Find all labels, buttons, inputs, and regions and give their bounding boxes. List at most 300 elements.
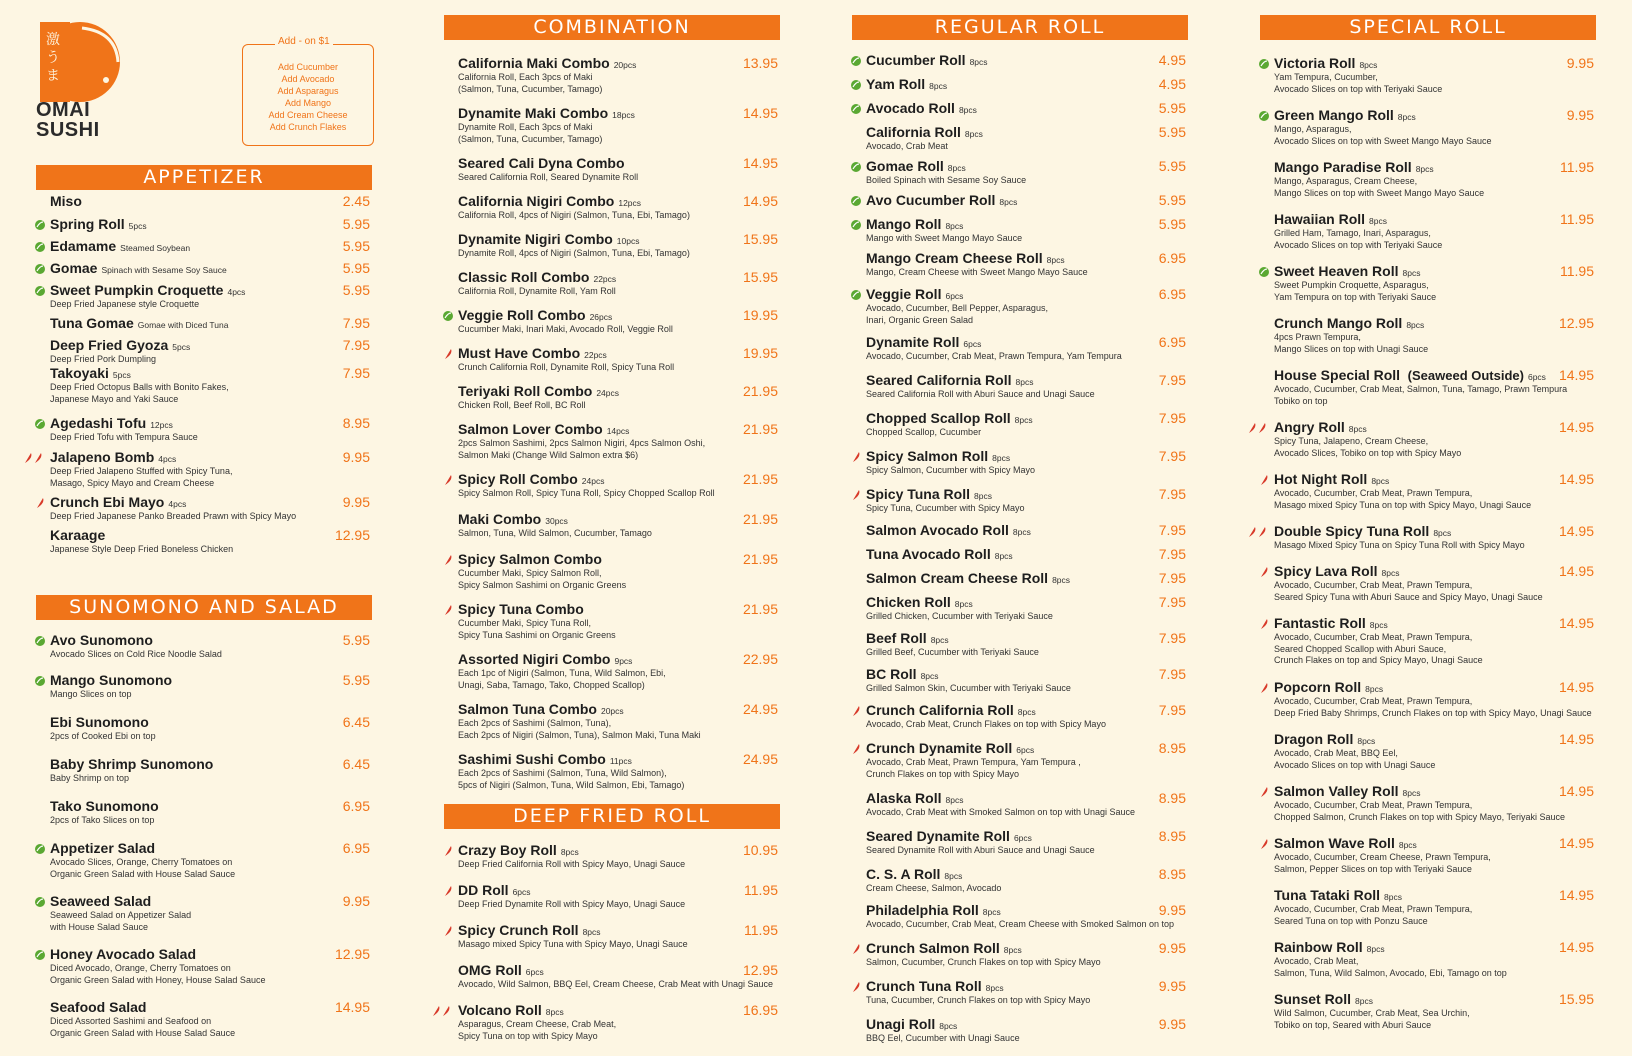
item-note: 5pcs [112, 370, 131, 380]
item-description: Deep Fried Tofu with Tempura Sauce [50, 432, 198, 442]
item-price: 6.95 [342, 840, 370, 856]
item-description: Avocado, Cucumber, Crab Meat, Prawn Tempura, Seared Tuna on top with Ponzu Sauce [1274, 904, 1473, 926]
item-note: 8pcs [969, 57, 988, 67]
spicy-icon [1258, 566, 1272, 578]
vegetarian-icon [34, 263, 48, 275]
svg-text:激うま: 激うま [46, 32, 60, 84]
item-note: Steamed Soybean [120, 243, 191, 253]
item-note: 8pcs [1402, 788, 1421, 798]
item-note: 8pcs [1046, 255, 1065, 265]
item-price: 9.95 [1158, 978, 1186, 994]
item-note: 8pcs [964, 129, 983, 139]
item-price: 4.95 [1158, 52, 1186, 68]
item-note: 20pcs [613, 60, 637, 70]
item-description: Deep Fried Jalapeno Stuffed with Spicy Tuna, Masago, Spicy Mayo and Cream Cheese [50, 466, 233, 488]
item-name: Popcorn Roll 8pcs [1274, 679, 1384, 695]
spicy-icon [1258, 682, 1272, 694]
vegetarian-icon [34, 285, 48, 297]
item-note: 8pcs [582, 927, 601, 937]
item-name: Green Mango Roll 8pcs [1274, 107, 1416, 123]
item-note: 8pcs [954, 599, 973, 609]
item-name: Ebi Sunomono [50, 714, 149, 730]
item-price: 21.95 [742, 551, 778, 567]
item-name: Seared Dynamite Roll 6pcs [866, 828, 1032, 844]
vegetarian-icon [34, 418, 48, 430]
item-name: Miso [50, 193, 82, 209]
item-description: Salmon, Tuna, Wild Salmon, Cucumber, Tamago [458, 528, 652, 538]
item-description: Deep Fried Japanese style Croquette [50, 299, 200, 309]
item-name: Alaska Roll 8pcs [866, 790, 964, 806]
item-name: Dynamite Nigiri Combo 10pcs [458, 231, 640, 247]
item-price: 22.95 [742, 651, 778, 667]
item-name: Seared Cali Dyna Combo [458, 155, 625, 171]
vegetarian-icon [850, 161, 864, 173]
item-description: Yam Tempura, Cucumber, Avocado Slices on top with Teriyaki Sauce [1274, 72, 1443, 94]
spicy-icon [850, 489, 864, 501]
item-price: 14.95 [1558, 939, 1594, 955]
item-note: 8pcs [1371, 476, 1390, 486]
item-description: Avocado, Cucumber, Crab Meat, Prawn Tempura, Chopped Salmon, Crunch Flakes on top with Spicy Mayo, Teriyaki Sauce [1274, 800, 1565, 822]
extra-spicy-icon [1246, 526, 1270, 538]
addon-list [243, 61, 373, 133]
item-price: 7.95 [1158, 630, 1186, 646]
item-description: Each 2pcs of Sashimi (Salmon, Tuna), Each 2pcs of Nigiri (Salmon, Tuna), Salmon Maki, Tuna Maki [458, 718, 701, 740]
addon-item: Add Cucumber [277, 62, 339, 72]
item-description: Diced Avocado, Orange, Cherry Tomatoes on Organic Green Salad with Honey, House Salad Sauce [50, 963, 266, 985]
item-price: 5.95 [1158, 216, 1186, 232]
item-description: Seared California Roll with Aburi Sauce and Unagi Sauce [866, 389, 1095, 399]
item-description: Grilled Beef, Cucumber with Teriyaki Sauce [866, 647, 1039, 657]
item-price: 6.95 [342, 798, 370, 814]
spicy-icon [442, 845, 456, 857]
vegetarian-icon [1258, 266, 1272, 278]
item-description: Mango Slices on top [50, 689, 132, 699]
item-price: 14.95 [1558, 563, 1594, 579]
spicy-icon [1258, 786, 1272, 798]
item-name: Crunch Salmon Roll 8pcs [866, 940, 1022, 956]
item-note: 18pcs [612, 110, 635, 120]
item-description: Avocado, Crab Meat [866, 141, 948, 151]
item-description: Deep Fried Japanese Panko Breaded Prawn with Spicy Mayo [50, 511, 297, 521]
item-note: 22pcs [593, 274, 617, 284]
vegetarian-icon [850, 79, 864, 91]
vegetarian-icon [1258, 110, 1272, 122]
item-price: 6.95 [1158, 250, 1186, 266]
item-note: 14pcs [606, 426, 630, 436]
item-note: 8pcs [958, 105, 977, 115]
item-price: 14.95 [1558, 615, 1594, 631]
item-description: Deep Fried Octopus Balls with Bonito Fakes, Japanese Mayo and Yaki Sauce [50, 382, 229, 404]
item-price: 24.95 [742, 701, 778, 717]
item-description: Masago Mixed Spicy Tuna on Spicy Tuna Roll with Spicy Mayo [1274, 540, 1525, 550]
item-price: 11.95 [1560, 211, 1594, 227]
item-name: Unagi Roll 8pcs [866, 1016, 958, 1032]
item-note: 30pcs [545, 516, 568, 526]
item-description: Seared Dynamite Roll with Aburi Sauce and Unagi Sauce [866, 845, 1095, 855]
brand-name: OMAI SUSHI [36, 99, 100, 141]
item-description: Avocado, Cucumber, Crab Meat, Salmon, Tuna, Tamago, Prawn Tempura Tobiko on top [1274, 384, 1568, 406]
item-name: Edamame Steamed Soybean [50, 238, 191, 254]
item-price: 5.95 [342, 632, 370, 648]
item-name: Sweet Heaven Roll 8pcs [1274, 263, 1421, 279]
item-price: 12.95 [1558, 315, 1594, 331]
item-price: 11.95 [1560, 159, 1594, 175]
spicy-icon [442, 554, 456, 566]
item-name: California Maki Combo 20pcs [458, 55, 637, 71]
item-name: Hawaiian Roll 8pcs [1274, 211, 1387, 227]
item-note: 8pcs [1365, 684, 1384, 694]
item-description: Avocado, Cucumber, Crab Meat, Prawn Tempura, Masago mixed Spicy Tuna on top with Spicy Mayo, Unagi Sauce [1274, 488, 1532, 510]
item-note: Spinach with Sesame Soy Sauce [101, 265, 227, 275]
item-description: Wild Salmon, Cucumber, Crab Meat, Sea Urchin, Tobiko on top, Seared with Aburi Sauce [1274, 1008, 1470, 1030]
item-note: 10pcs [616, 236, 640, 246]
item-description: Avocado, Cucumber, Crab Meat, Prawn Tempura, Seared Chopped Scallop with Aburi Sauce, Crunch Flakes on top and Spicy Mayo, Unagi Sauce [1274, 632, 1483, 665]
item-name: Agedashi Tofu 12pcs [50, 415, 173, 431]
item-note: 8pcs [1415, 164, 1434, 174]
item-name: Rainbow Roll 8pcs [1274, 939, 1385, 955]
item-note: 8pcs [1384, 892, 1403, 902]
item-description: Each 2pcs of Sashimi (Salmon, Tuna, Wild Salmon), 5pcs of Nigiri (Salmon, Tuna, Wild Salmon, Ebi, Tamago) [458, 768, 685, 790]
item-price: 5.95 [1158, 158, 1186, 174]
item-price: 14.95 [742, 105, 778, 121]
item-note: 8pcs [1014, 415, 1033, 425]
item-note: 8pcs [994, 551, 1013, 561]
item-price: 11.95 [1560, 263, 1594, 279]
item-note: 8pcs [939, 1021, 958, 1031]
item-name: Gomae Roll 8pcs [866, 158, 966, 174]
item-price: 15.95 [742, 269, 778, 285]
item-price: 7.95 [1158, 546, 1186, 562]
item-price: 21.95 [742, 471, 778, 487]
item-price: 5.95 [342, 260, 370, 276]
item-name: Jalapeno Bomb 4pcs [50, 449, 177, 465]
item-note: 8pcs [920, 671, 939, 681]
spicy-icon [850, 943, 864, 955]
item-description: Avocado, Crab Meat with Smoked Salmon on top with Unagi Sauce [866, 807, 1135, 817]
item-description: Cream Cheese, Salmon, Avocado [866, 883, 1002, 893]
item-price: 15.95 [1558, 991, 1594, 1007]
item-note: 8pcs [945, 795, 964, 805]
item-price: 21.95 [742, 601, 778, 617]
spicy-icon [1258, 838, 1272, 850]
item-note: 8pcs [1381, 568, 1400, 578]
item-note: 8pcs [1397, 112, 1416, 122]
item-description: Each 1pc of Nigiri (Salmon, Tuna, Wild Salmon, Ebi, Unagi, Saba, Tamago, Tako, Chopped Scallop) [458, 668, 666, 690]
item-price: 11.95 [744, 922, 778, 938]
item-price: 6.45 [342, 756, 370, 772]
item-price: 7.95 [1158, 448, 1186, 464]
item-price: 7.95 [1158, 666, 1186, 682]
item-description: Dynamite Roll, Each 3pcs of Maki (Salmon, Tuna, Cucumber, Tamago) [458, 122, 603, 144]
item-note: 6pcs [963, 339, 982, 349]
addon-item: Add Mango [284, 98, 332, 108]
item-description: California Roll, Dynamite Roll, Yam Roll [458, 286, 616, 296]
item-description: Mango, Asparagus, Cream Cheese, Mango Slices on top with Sweet Mango Mayo Sauce [1274, 176, 1485, 198]
item-price: 5.95 [342, 282, 370, 298]
item-description: Avocado, Wild Salmon, BBQ Eel, Cream Cheese, Crab Meat with Unagi Sauce [458, 979, 773, 989]
vegetarian-icon [850, 55, 864, 67]
extra-spicy-icon [22, 452, 46, 464]
item-name: Mango Sunomono [50, 672, 173, 688]
item-note: 8pcs [1052, 575, 1071, 585]
item-description: Avocado, Crab Meat, Prawn Tempura, Yam Tempura , Crunch Flakes on top with Spicy Mayo [866, 757, 1081, 779]
item-description: Avocado, Cucumber, Crab Meat, Prawn Tempura, Deep Fried Baby Shrimps, Crunch Flakes on top with Spicy Mayo, Unagi Sauce [1274, 696, 1592, 718]
item-price: 10.95 [742, 842, 778, 858]
item-note: 8pcs [992, 453, 1011, 463]
item-name: Chicken Roll 8pcs [866, 594, 973, 610]
item-description: Deep Fried Pork Dumpling [50, 354, 157, 364]
item-name: Spicy Salmon Combo [458, 551, 602, 567]
item-name: C. S. A Roll 8pcs [866, 866, 963, 882]
item-price: 16.95 [742, 1002, 778, 1018]
vegetarian-icon [34, 241, 48, 253]
addon-title: Add - on $1 [275, 36, 333, 47]
section-header-appetizer: APPETIZER [36, 165, 372, 190]
item-price: 12.95 [334, 527, 370, 543]
spicy-icon [850, 451, 864, 463]
item-price: 13.95 [742, 55, 778, 71]
item-price: 15.95 [742, 231, 778, 247]
item-name: Seaweed Salad [50, 893, 152, 909]
item-price: 7.95 [1158, 594, 1186, 610]
item-note: 20pcs [600, 706, 624, 716]
item-name: Gomae Spinach with Sesame Soy Sauce [50, 260, 227, 276]
extra-spicy-icon [1246, 422, 1270, 434]
item-note: 8pcs [1406, 320, 1425, 330]
spicy-icon [1258, 474, 1272, 486]
item-price: 19.95 [742, 345, 778, 361]
item-note: Gomae with Diced Tuna [137, 320, 229, 330]
item-price: 21.95 [742, 421, 778, 437]
item-note: 5pcs [128, 221, 147, 231]
item-price: 9.95 [342, 494, 370, 510]
item-name: Angry Roll 8pcs [1274, 419, 1367, 435]
item-name: Deep Fried Gyoza 5pcs [50, 337, 191, 353]
item-note: 8pcs [944, 871, 963, 881]
item-description: Chicken Roll, Beef Roll, BC Roll [458, 400, 586, 410]
item-price: 7.95 [1158, 702, 1186, 718]
item-description: Baby Shrimp on top [50, 773, 130, 783]
item-note: 8pcs [1366, 944, 1385, 954]
vegetarian-icon [34, 949, 48, 961]
item-name: Hot Night Roll 8pcs [1274, 471, 1390, 487]
vegetarian-icon [34, 635, 48, 647]
item-name: Avocado Roll 8pcs [866, 100, 977, 116]
item-note: 8pcs [1402, 268, 1421, 278]
item-price: 14.95 [1558, 471, 1594, 487]
item-note: 8pcs [1369, 620, 1388, 630]
item-note: 24pcs [581, 476, 605, 486]
item-description: California Roll, Each 3pcs of Maki (Salmon, Tuna, Cucumber, Tamago) [458, 72, 603, 94]
item-name: Dragon Roll 8pcs [1274, 731, 1376, 747]
item-price: 7.95 [1158, 570, 1186, 586]
item-description: Avocado, Crab Meat, BBQ Eel, Avocado Slices on top with Unagi Sauce [1274, 748, 1436, 770]
item-name: Veggie Roll 6pcs [866, 286, 964, 302]
item-price: 21.95 [742, 511, 778, 527]
item-name: Must Have Combo 22pcs [458, 345, 607, 361]
item-name: Sweet Pumpkin Croquette 4pcs [50, 282, 246, 298]
item-description: Sweet Pumpkin Croquette, Asparagus, Yam Tempura on top with Teriyaki Sauce [1274, 280, 1437, 302]
item-price: 2.45 [342, 193, 370, 209]
item-price: 7.95 [342, 365, 370, 381]
item-name: Crunch Tuna Roll 8pcs [866, 978, 1004, 994]
item-note: 8pcs [560, 847, 579, 857]
item-name: DD Roll 6pcs [458, 882, 531, 898]
item-name: Veggie Roll Combo 26pcs [458, 307, 613, 323]
item-description: Crunch California Roll, Dynamite Roll, Spicy Tuna Roll [458, 362, 675, 372]
item-price: 8.95 [1158, 866, 1186, 882]
item-name: Fantastic Roll 8pcs [1274, 615, 1388, 631]
item-note: 5pcs [172, 342, 191, 352]
item-name: Appetizer Salad [50, 840, 156, 856]
item-description: Mango with Sweet Mango Mayo Sauce [866, 233, 1023, 243]
item-note: 6pcs [945, 291, 964, 301]
item-name: Spicy Lava Roll 8pcs [1274, 563, 1400, 579]
vegetarian-icon [850, 103, 864, 115]
item-price: 5.95 [342, 672, 370, 688]
item-name: Spicy Roll Combo 24pcs [458, 471, 605, 487]
item-name: Salmon Valley Roll 8pcs [1274, 783, 1421, 799]
item-price: 14.95 [742, 193, 778, 209]
item-price: 14.95 [1558, 731, 1594, 747]
item-note: 8pcs [945, 221, 964, 231]
item-note: 12pcs [618, 198, 642, 208]
item-name: Salmon Lover Combo 14pcs [458, 421, 630, 437]
item-price: 14.95 [334, 999, 370, 1015]
item-name: Tako Sunomono [50, 798, 159, 814]
item-description: 4pcs Prawn Tempura, Mango Slices on top with Unagi Sauce [1274, 332, 1429, 354]
addon-box [242, 36, 374, 146]
spicy-icon [442, 604, 456, 616]
item-name: Crunch Mango Roll 8pcs [1274, 315, 1425, 331]
spicy-icon [442, 474, 456, 486]
item-name: Dynamite Roll 6pcs [866, 334, 982, 350]
section-header-special: SPECIAL ROLL [1260, 15, 1596, 40]
spicy-icon [850, 705, 864, 717]
item-description: 2pcs Salmon Sashimi, 2pcs Salmon Nigiri, 4pcs Salmon Oshi, Salmon Maki (Change Wild Salmon extra $6) [458, 438, 706, 460]
item-description: Masago mixed Spicy Tuna with Spicy Mayo, Unagi Sauce [458, 939, 688, 949]
item-name: Honey Avocado Salad [50, 946, 197, 962]
item-name: Yam Roll 8pcs [866, 76, 948, 92]
item-name: Tuna Avocado Roll 8pcs [866, 546, 1013, 562]
item-description: Avocado, Crab Meat, Salmon, Tuna, Wild Salmon, Avocado, Ebi, Tamago on top [1274, 956, 1507, 978]
item-name: Spicy Tuna Combo [458, 601, 584, 617]
item-price: 24.95 [742, 751, 778, 767]
item-name: Volcano Roll 8pcs [458, 1002, 564, 1018]
item-price: 14.95 [1558, 887, 1594, 903]
item-price: 6.95 [1158, 334, 1186, 350]
item-description: Asparagus, Cream Cheese, Crab Meat, Spicy Tuna on top with Spicy Mayo [458, 1019, 617, 1041]
item-price: 14.95 [1558, 783, 1594, 799]
section-header-combination: COMBINATION [444, 15, 780, 40]
item-note: 24pcs [596, 388, 620, 398]
item-name: BC Roll 8pcs [866, 666, 939, 682]
vegetarian-icon [442, 310, 456, 322]
item-name: Karaage [50, 527, 106, 543]
item-description: Diced Assorted Sashimi and Seafood on Organic Green Salad with House Salad Sauce [50, 1016, 236, 1038]
item-description: Mango, Asparagus, Avocado Slices on top with Sweet Mango Mayo Sauce [1274, 124, 1492, 146]
item-name: California Roll 8pcs [866, 124, 983, 140]
item-note: 8pcs [1357, 736, 1376, 746]
item-price: 8.95 [1158, 790, 1186, 806]
item-note: 8pcs [973, 491, 992, 501]
item-name: Baby Shrimp Sunomono [50, 756, 214, 772]
item-price: 14.95 [1558, 835, 1594, 851]
item-price: 8.95 [1158, 740, 1186, 756]
addon-item: Add Asparagus [277, 86, 339, 96]
item-note: 8pcs [929, 81, 948, 91]
item-description: Cucumber Maki, Spicy Tuna Roll, Spicy Tuna Sashimi on Organic Greens [458, 618, 616, 640]
item-description: Salmon, Cucumber, Crunch Flakes on top with Spicy Mayo [866, 957, 1101, 967]
addon-item: Add Cream Cheese [268, 110, 348, 120]
item-price: 5.95 [1158, 124, 1186, 140]
item-name: Avo Sunomono [50, 632, 153, 648]
item-note: 8pcs [1017, 707, 1036, 717]
item-price: 14.95 [1558, 367, 1594, 383]
item-note: 4pcs [168, 499, 187, 509]
item-price: 7.95 [1158, 372, 1186, 388]
item-price: 4.95 [1158, 76, 1186, 92]
item-price: 6.45 [342, 714, 370, 730]
item-name: Takoyaki 5pcs [50, 365, 131, 381]
item-description: Spicy Salmon Roll, Spicy Tuna Roll, Spicy Chopped Scallop Roll [458, 488, 715, 498]
item-price: 5.95 [1158, 100, 1186, 116]
vegetarian-icon [34, 219, 48, 231]
item-description: Grilled Salmon Skin, Cucumber with Teriyaki Sauce [866, 683, 1071, 693]
spicy-icon [1258, 618, 1272, 630]
item-price: 9.95 [1158, 940, 1186, 956]
item-note: 22pcs [584, 350, 607, 360]
item-description: Cucumber Maki, Spicy Salmon Roll, Spicy Salmon Sashimi on Organic Greens [458, 568, 627, 590]
item-price: 5.95 [1158, 192, 1186, 208]
item-note: 8pcs [985, 983, 1004, 993]
item-description: Avocado Slices, Orange, Cherry Tomatoes on Organic Green Salad with House Salad Sauce [50, 857, 236, 879]
item-name: Mango Paradise Roll 8pcs [1274, 159, 1434, 175]
item-note: 9pcs [614, 656, 633, 666]
item-price: 9.95 [342, 449, 370, 465]
item-note: 8pcs [1398, 840, 1417, 850]
addon-item: Add Crunch Flakes [269, 122, 347, 132]
item-description: Avocado, Cucumber, Crab Meat, Prawn Tempura, Seared Spicy Tuna with Aburi Sauce and Spicy Mayo, Unagi Sauce [1274, 580, 1543, 602]
item-name: Beef Roll 8pcs [866, 630, 949, 646]
vegetarian-icon [1258, 58, 1272, 70]
item-description: BBQ Eel, Cucumber with Unagi Sauce [866, 1033, 1020, 1043]
vegetarian-icon [34, 675, 48, 687]
item-name: Victoria Roll 8pcs [1274, 55, 1378, 71]
item-name: Seared California Roll 8pcs [866, 372, 1034, 388]
item-name: Assorted Nigiri Combo 9pcs [458, 651, 633, 667]
item-name: Salmon Tuna Combo 20pcs [458, 701, 624, 717]
item-price: 14.95 [742, 155, 778, 171]
item-note: 6pcs [1016, 745, 1035, 755]
item-name: Crunch Dynamite Roll 6pcs [866, 740, 1035, 756]
item-name: OMG Roll 6pcs [458, 962, 544, 978]
item-note: 8pcs [1015, 377, 1034, 387]
item-price: 5.95 [342, 238, 370, 254]
vegetarian-icon [34, 843, 48, 855]
item-note: 8pcs [1369, 216, 1387, 226]
item-note: 6pcs [525, 967, 544, 977]
item-note: 11pcs [609, 756, 632, 766]
item-name: Classic Roll Combo 22pcs [458, 269, 617, 285]
item-description: Avocado, Cucumber, Crab Meat, Cream Cheese with Smoked Salmon on top [866, 919, 1174, 929]
item-name: Mango Cream Cheese Roll 8pcs [866, 250, 1065, 266]
item-note: 12pcs [150, 420, 173, 430]
item-description: California Roll, 4pcs of Nigiri (Salmon, Tuna, Ebi, Tamago) [458, 210, 690, 220]
item-price: 9.95 [1566, 55, 1594, 71]
item-name: Double Spicy Tuna Roll 8pcs [1274, 523, 1452, 539]
item-note: 8pcs [999, 197, 1018, 207]
